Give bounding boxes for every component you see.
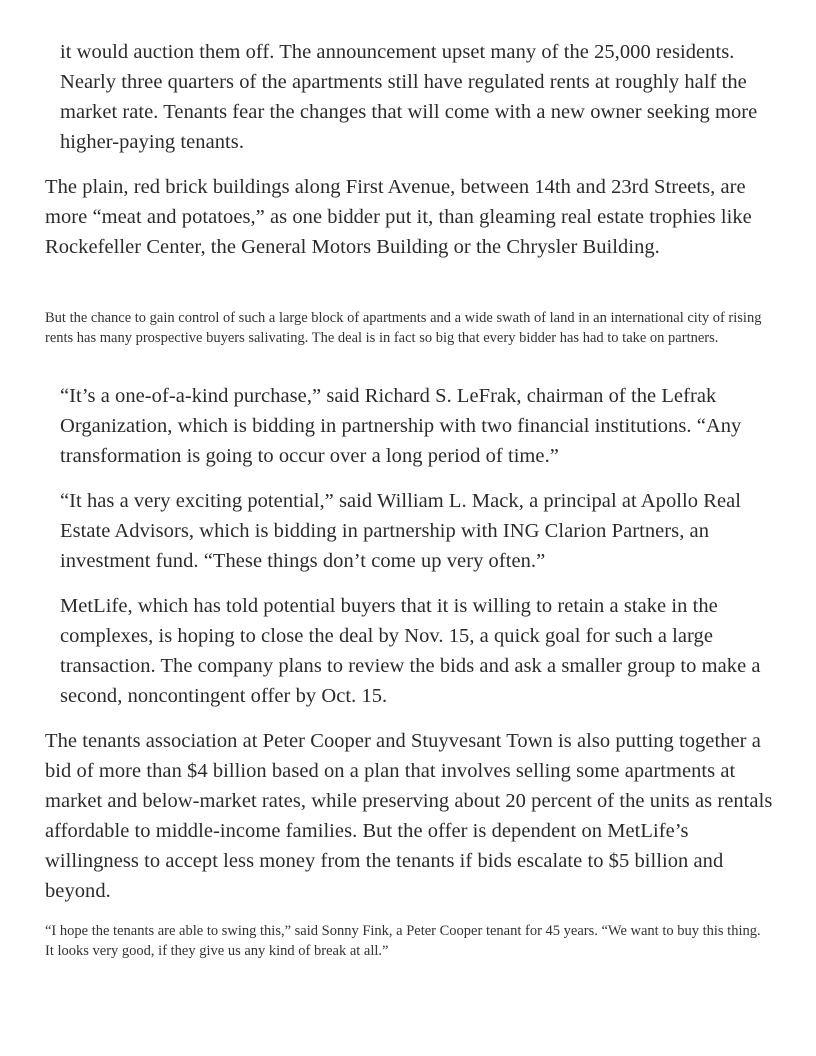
article-paragraph-lefrak-quote: “It’s a one-of-a-kind purchase,” said Richard S. LeFrak, chairman of the Lefrak Organization, which is bidding in partnership with two financial institutions. “Any transformation is going to occur over a long period of time.” (60, 385, 742, 467)
article-paragraph-buildings: The plain, red brick buildings along First Avenue, between 14th and 23rd Streets, are more “meat and potatoes,” as one bidder put it, than gleaming real estate trophies like Rockefeller Center, the General Motors Building or the Chrysler Building. (45, 176, 752, 258)
article-paragraph-metlife: MetLife, which has told potential buyers that it is willing to retain a stake in the complexes, is hoping to close the deal by Nov. 15, a quick goal for such a large transaction. The company plans to review the bids and ask a smaller group to make a second, noncontingent offer by Oct. 15. (60, 595, 761, 707)
article-paragraph-tenants-bid: The tenants association at Peter Cooper and Stuyvesant Town is also putting together a bid of more than $4 billion based on a plan that involves selling some apartments at market and below-market rates, while preserving about 20 percent of the units as rentals affordable to middle-income families. But the offer is dependent on MetLife’s willingness to accept less money from the tenants if bids escalate to $5 billion and beyond. (45, 730, 773, 902)
article-paragraph-fink-quote: “I hope the tenants are able to swing this,” said Sonny Fink, a Peter Cooper tenant for 45 years. “We want to buy this thing. It looks very good, if they give us any kind of break at all.” (45, 923, 761, 959)
article-paragraph-buyers: But the chance to gain control of such a large block of apartments and a wide swath of land in an international city of rising rents has many prospective buyers salivating. The deal is in fact so big that every bidder has had to take on partners. (45, 310, 762, 346)
article-paragraph-auction: it would auction them off. The announcement upset many of the 25,000 residents. Nearly three quarters of the apartments still have regulated rents at roughly half the market rate. Tenants fear the changes that will come with a new owner seeking more higher-paying tenants. (60, 41, 758, 153)
article-paragraph-mack-quote: “It has a very exciting potential,” said William L. Mack, a principal at Apollo Real Estate Advisors, which is bidding in partnership with ING Clarion Partners, an investment fund. “These things don’t come up very often.” (60, 490, 741, 572)
